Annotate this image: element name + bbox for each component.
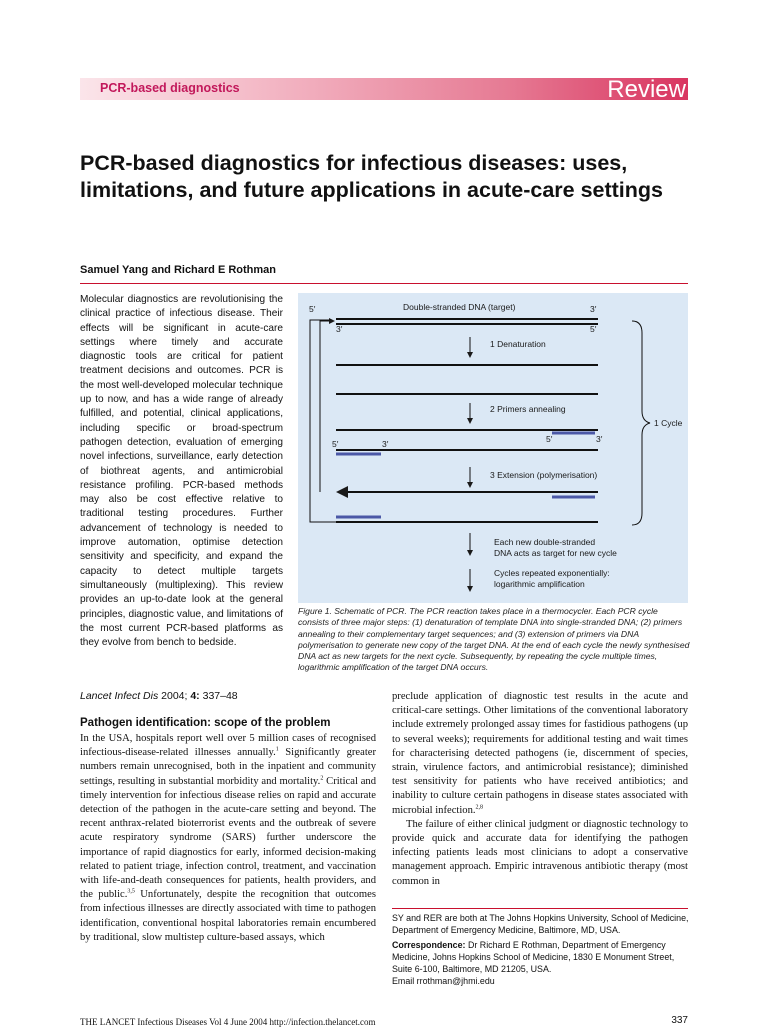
author-notes xyxy=(392,912,692,990)
dsdna-label: Double-stranded DNA (target) xyxy=(403,302,516,312)
correspondence-email: Email rrothman@jhmi.edu xyxy=(392,976,495,987)
note2-line1: Cycles repeated exponentially: xyxy=(494,568,610,578)
article-type-label: Review xyxy=(607,76,686,103)
citation-year: 2004; xyxy=(161,690,188,702)
pcr-schematic xyxy=(298,293,688,603)
reference-marker: 2 xyxy=(320,775,324,782)
citation-volume: 4: xyxy=(190,690,200,702)
title-divider xyxy=(80,283,688,284)
section-heading: Pathogen identification: scope of the problem xyxy=(80,717,331,729)
reference-marker: 1 xyxy=(275,746,279,753)
feedback-loop-outer xyxy=(310,320,336,522)
bottom-5prime-label: 5′ xyxy=(590,324,597,334)
citation xyxy=(80,690,238,702)
reference-marker: 2,8 xyxy=(475,804,484,811)
primer-3prime-left: 3′ xyxy=(382,439,389,449)
step2-label: 2 Primers annealing xyxy=(490,404,566,414)
authors: Samuel Yang and Richard E Rothman xyxy=(80,264,277,276)
bottom-3prime-label: 3′ xyxy=(336,324,343,334)
note1-line2: DNA acts as target for new cycle xyxy=(494,548,617,558)
footer-journal: THE LANCET Infectious Diseases Vol 4 June 2004 http://infection.thelancet.com xyxy=(80,1017,376,1027)
citation-pages: 337–48 xyxy=(202,690,238,702)
affiliation-note: SY and RER are both at The Johns Hopkins University, School of Medicine, Department of Emergency Medicine, Baltimore, MD, USA. xyxy=(392,913,689,936)
correspondence-label: Correspondence: xyxy=(392,939,466,950)
body-left-column: In the USA, hospitals report well over 5 million cases of recognised infectious-disease-related illnesses annually.$^1$ Significantly greater numbers remain unrecognised, both in the inpatient and community settings, resulting in substantial morbidity and mortality.$^2$ Critical and timely intervention for infectious disease relies on rapid and accurate detection of the pathogen in the acute-care setting and beyond. The recent anthrax-related bioterrorist events and the outbreak of severe acute respiratory syndrome (SARS) further underscore the importance of rapid diagnostics for early, informed decision-making related to patient triage, infection control, treatment, and vaccination with life-and-death consequences for patients, health providers, and the public.$^{3,5}$ Unfortunately, despite the recognition that outcomes from infectious illnesses are directly associated with time to pathogen identification, conventional hospital laboratories remain encumbered by traditional, slow multistep culture-based assays, which xyxy=(80,733,376,943)
body-right-paragraph-2: The failure of either clinical judgment or diagnostic technology to provide quick and accurate data for identifying the pathogen infecting patients leads most clinicians to adopt a conservative management approach. Empiric intravenous antibiotic therapy (most common in xyxy=(392,818,688,887)
notes-divider xyxy=(392,908,688,909)
correspondence-note xyxy=(392,939,692,988)
pcr-figure xyxy=(298,293,688,603)
top-5prime-label: 5′ xyxy=(309,304,316,314)
step3-label: 3 Extension (polymerisation) xyxy=(490,470,598,480)
feedback-loop-inner xyxy=(320,321,334,492)
figure-caption: Figure 1. Schematic of PCR. The PCR reaction takes place in a thermocycler. Each PCR cycle consists of three major steps: (1) denaturation of template DNA into single-stranded DNA; (2) primers annealing to their complementary target sequences; and (3) extension of primers via DNA polymerisation to generate new copy of the target DNA. At the end of each cycle the newly synthesised DNA act as new targets for the next cycle. Subsequently, by repeating the cycle multiple times, logarithmic amplification of the target DNA occurs. xyxy=(298,606,690,673)
article-title: PCR-based diagnostics for infectious diseases: uses, limitations, and future applications in acute-care settings xyxy=(80,151,663,202)
primer-5prime-right: 5′ xyxy=(546,434,553,444)
cycle-label: 1 Cycle xyxy=(654,418,683,428)
section-label: PCR-based diagnostics xyxy=(100,81,240,95)
reference-marker: 3,5 xyxy=(127,888,135,895)
primer-5prime-left: 5′ xyxy=(332,439,339,449)
correspondence-text: Dr Richard E Rothman, Department of Emergency Medicine, Johns Hopkins School of Medicine, 1830 E Monument Street, Suite 6-100, Baltimore, MD 21205, USA. xyxy=(392,939,675,975)
primer-3prime-right: 3′ xyxy=(596,434,603,444)
page-number: 337 xyxy=(671,1015,688,1026)
cycle-brace xyxy=(632,321,650,525)
citation-journal: Lancet Infect Dis xyxy=(80,690,159,702)
abstract: Molecular diagnostics are revolutionising the clinical practice of infectious disease. Their effects will be significant in acute-care settings where timely and accurate diagnostic tools are critical for patient treatment decisions and outcomes. PCR is the most well-developed molecular technique up to now, and has a wide range of already fulfilled, and potential, clinical applications, including specific or broad-spectrum pathogen detection, evaluation of emerging novel infections, surveillance, early detection of biothreat agents, and antimicrobial resistance profiling. PCR-based methods may also be cost effective relative to traditional testing procedures. Further advancement of technology is needed to improve automation, optimise detection sensitivity and specificity, and expand the capacity to detect multiple targets simultaneously (multiplexing). This review provides an up-to-date look at the general principles, diagnostic value, and limitations of the most current PCR-based platforms as they evolve from bench to bedside. xyxy=(80,294,283,649)
top-3prime-label: 3′ xyxy=(590,304,597,314)
note1-line1: Each new double-stranded xyxy=(494,537,596,547)
body-right-paragraph-1: preclude application of diagnostic test results in the acute and critical-care settings. Other limitations of the conventional laboratory include extremely prolonged assay times for fastidious pathogens (up to several weeks); requirements for additional testing and wait times for characterising detected pathogens (ie, discernment of species, strain, virulence factors, and antimicrobial resistance); diminished test sensitivity for patients who have received antibiotics; and inability to culture certain pathogens in disease states associated with microbial infection.$^{2,8}$ xyxy=(392,691,688,816)
step1-label: 1 Denaturation xyxy=(490,339,546,349)
body-right-column xyxy=(392,690,688,889)
note2-line2: logarithmic amplification xyxy=(494,579,585,589)
